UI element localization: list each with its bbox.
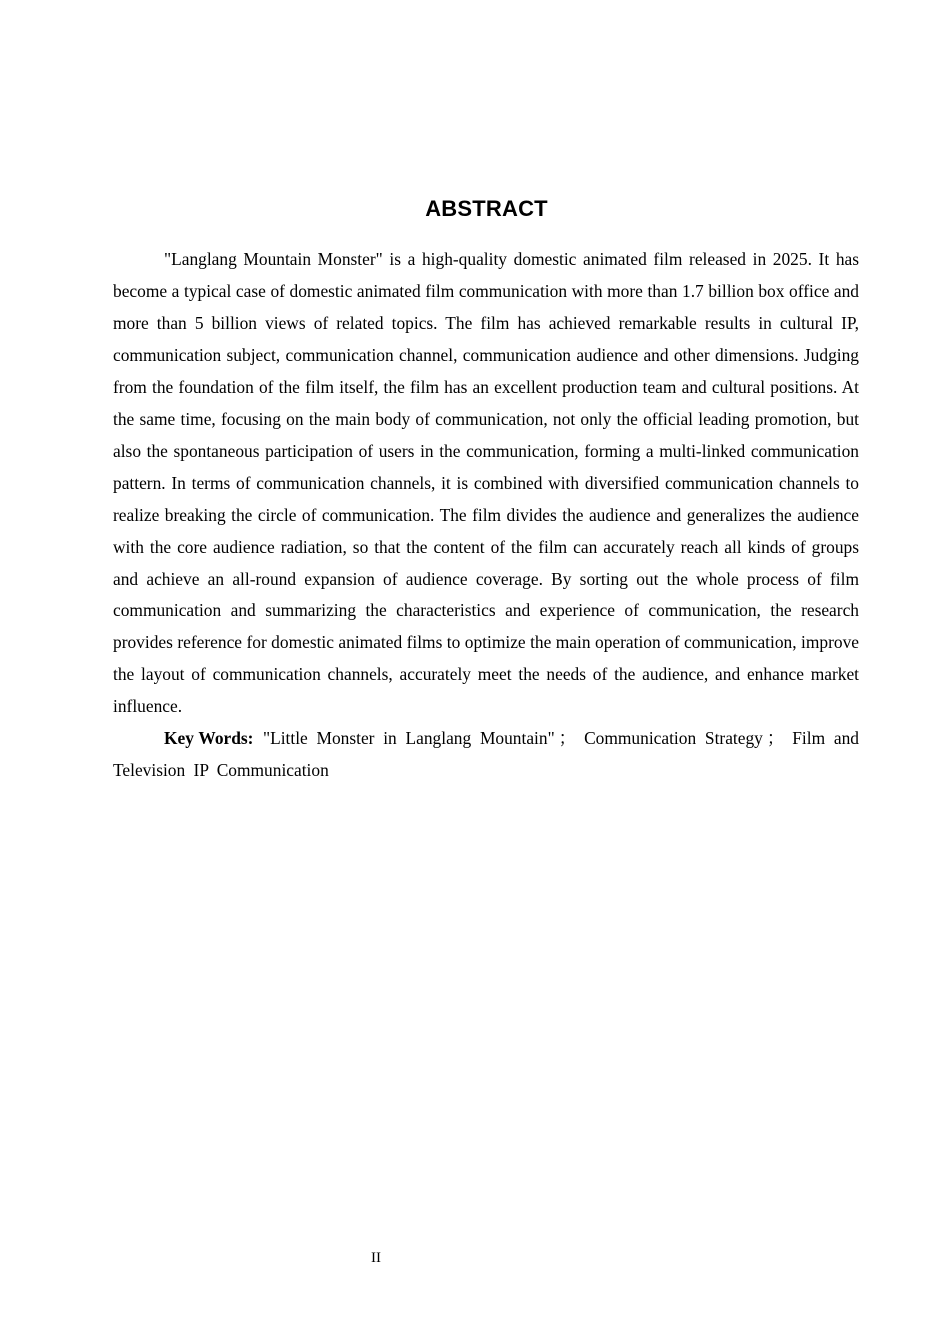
abstract-paragraph: "Langlang Mountain Monster" is a high-quality domestic animated film released in 2025. It has become a typical case of domestic animated film communication with more than 1.7 billion box office and more than 5 billion views of related topics. The film has achieved remarkable results in cultural IP, communication subject, communication channel, communication audience and other dimensions. Judging from the foundation of the film itself, the film has an excellent production team and cultural positions. At the same time, focusing on the main body of communication, not only the official leading promotion, but also the spontaneous participation of users in the communication, forming a multi-linked communication pattern. In terms of communication channels, it is combined with diversified communication channels to realize breaking the circle of communication. The film divides the audience and generalizes the audience with the core audience radiation, so that the content of the film can accurately reach all kinds of groups and achieve an all-round expansion of audience coverage. By sorting out the whole process of film communication and summarizing the characteristics and experience of communication, the research provides reference for domestic animated films to optimize the main operation of communication, improve the layout of communication channels, accurately meet the needs of the audience, and enhance market influence. [113,249,859,717]
keywords-paragraph [113,723,859,787]
keyword-2: Communication Strategy [584,728,763,749]
abstract-body [113,244,859,787]
keywords-label: Key Words: [164,728,254,749]
keyword-1: "Little Monster in Langlang Mountain" [262,728,555,749]
keyword-separator: ； [558,728,577,749]
page-title: ABSTRACT [425,195,548,221]
page-number: II [371,1250,381,1266]
keyword-3: Film and Television IP Communication [113,728,859,781]
keyword-separator: ； [766,728,785,749]
